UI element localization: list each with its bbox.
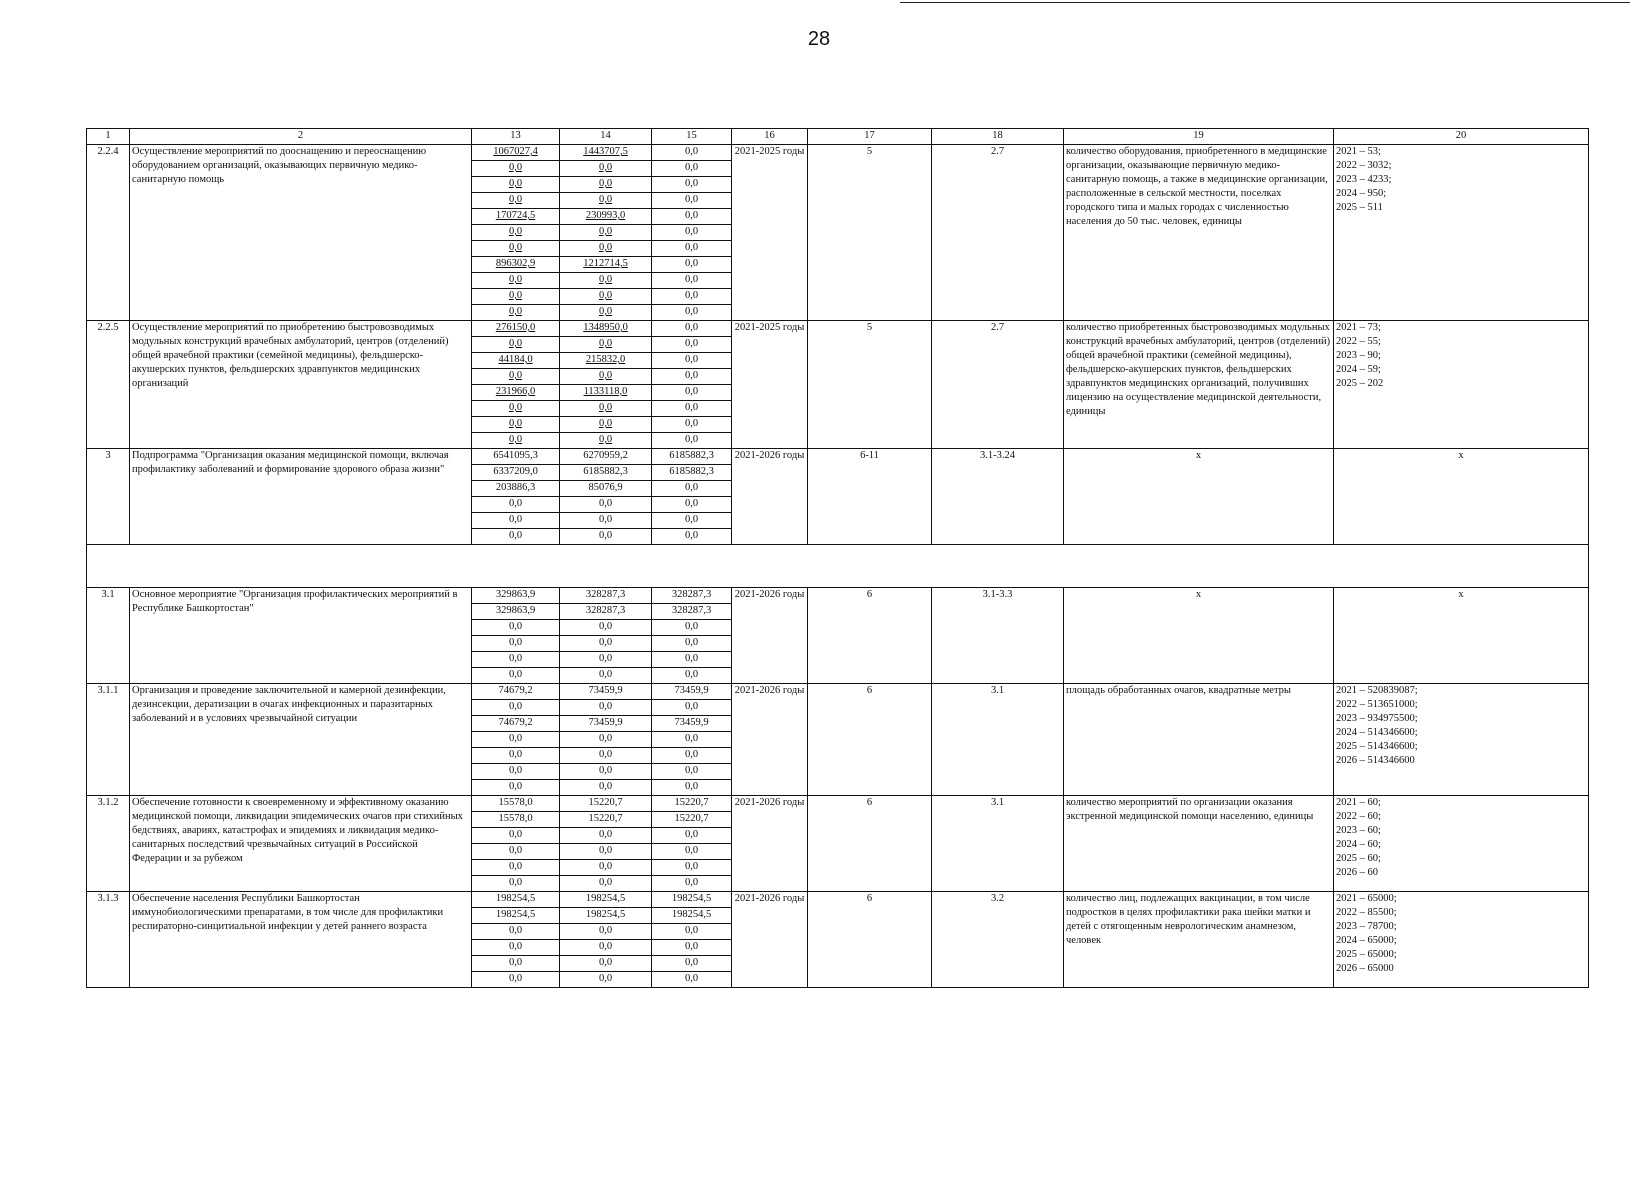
amount-cell: 74679,2: [472, 716, 560, 732]
amount-cell: 1348950,0: [560, 321, 652, 337]
amount-cell: 329863,9: [472, 604, 560, 620]
amount-cell: 0,0: [560, 369, 652, 385]
amount-cell: 15220,7: [652, 812, 732, 828]
amount-cell: 0,0: [652, 241, 732, 257]
amount-cell: 0,0: [472, 956, 560, 972]
target-value: 2024 – 950;: [1336, 188, 1387, 199]
col18-cell: 3.1-3.3: [932, 588, 1064, 684]
amount-cell: 0,0: [560, 732, 652, 748]
col17-cell: 5: [808, 145, 932, 321]
amount-cell: 0,0: [652, 289, 732, 305]
amount-cell: 0,0: [652, 337, 732, 353]
target-value: 2021 – 73;: [1336, 322, 1381, 333]
table-row: [87, 321, 1589, 337]
amount-cell: 73459,9: [652, 716, 732, 732]
amount-cell: 328287,3: [560, 604, 652, 620]
target-value: 2026 – 60: [1336, 867, 1378, 878]
amount-cell: 0,0: [472, 273, 560, 289]
amount-cell: 0,0: [652, 257, 732, 273]
amount-cell: 73459,9: [560, 716, 652, 732]
amount-cell: 329863,9: [472, 588, 560, 604]
amount-cell: 0,0: [472, 764, 560, 780]
amount-cell: 328287,3: [652, 604, 732, 620]
amount-cell: 215832,0: [560, 353, 652, 369]
amount-cell: 0,0: [472, 177, 560, 193]
row-number: 3.1.3: [87, 892, 130, 988]
amount-cell: 85076,9: [560, 481, 652, 497]
years-cell: 2021-2025 годы: [732, 145, 808, 321]
amount-cell: 170724,5: [472, 209, 560, 225]
amount-cell: 0,0: [652, 225, 732, 241]
row-name: Подпрограмма "Организация оказания медицинской помощи, включая профилактику заболеваний и формирование здорового образа жизни": [130, 449, 472, 545]
amount-cell: 0,0: [472, 876, 560, 892]
col18-cell: 2.7: [932, 145, 1064, 321]
target-value: 2024 – 60;: [1336, 839, 1381, 850]
amount-cell: 0,0: [652, 353, 732, 369]
target-values-cell: [1334, 892, 1589, 988]
amount-cell: 0,0: [560, 700, 652, 716]
table-body: [87, 129, 1589, 988]
amount-cell: 0,0: [652, 940, 732, 956]
column-header: 18: [932, 129, 1064, 145]
amount-cell: 0,0: [560, 305, 652, 321]
amount-cell: 15578,0: [472, 812, 560, 828]
column-header: 19: [1064, 129, 1334, 145]
row-number: 3.1: [87, 588, 130, 684]
target-value: 2026 – 514346600: [1336, 755, 1415, 766]
amount-cell: 0,0: [560, 668, 652, 684]
amount-cell: 0,0: [560, 161, 652, 177]
amount-cell: 0,0: [560, 433, 652, 449]
target-value: 2021 – 60;: [1336, 797, 1381, 808]
amount-cell: 0,0: [652, 764, 732, 780]
amount-cell: 0,0: [472, 417, 560, 433]
col18-cell: 3.1: [932, 684, 1064, 796]
col17-cell: 6: [808, 796, 932, 892]
indicator-cell: x: [1064, 449, 1334, 545]
table-row: [87, 892, 1589, 908]
col17-cell: 6-11: [808, 449, 932, 545]
column-header: 14: [560, 129, 652, 145]
amount-cell: 0,0: [560, 636, 652, 652]
amount-cell: 6270959,2: [560, 449, 652, 465]
amount-cell: 203886,3: [472, 481, 560, 497]
amount-cell: 0,0: [560, 193, 652, 209]
amount-cell: 73459,9: [652, 684, 732, 700]
amount-cell: 0,0: [472, 972, 560, 988]
target-value: 2023 – 60;: [1336, 825, 1381, 836]
row-name: Осуществление мероприятий по приобретению быстровозводимых модульных конструкций врачебных амбулаторий, центров (отделений) общей врачебной практики (семейной медицины), фельдшерско-акушерских пунктов, фельдшерских здравпунктов медицинских организаций: [130, 321, 472, 449]
amount-cell: 0,0: [560, 844, 652, 860]
amount-cell: 0,0: [560, 337, 652, 353]
years-cell: 2021-2026 годы: [732, 588, 808, 684]
amount-cell: 0,0: [472, 732, 560, 748]
amount-cell: 0,0: [652, 401, 732, 417]
target-value: 2021 – 520839087;: [1336, 685, 1418, 696]
amount-cell: 0,0: [652, 860, 732, 876]
col17-cell: 6: [808, 684, 932, 796]
amount-cell: 73459,9: [560, 684, 652, 700]
amount-cell: 198254,5: [560, 908, 652, 924]
amount-cell: 0,0: [652, 497, 732, 513]
amount-cell: 0,0: [472, 193, 560, 209]
amount-cell: 0,0: [560, 764, 652, 780]
amount-cell: 0,0: [652, 145, 732, 161]
target-value: 2024 – 59;: [1336, 364, 1381, 375]
header-row: [87, 129, 1589, 145]
target-value: 2025 – 65000;: [1336, 949, 1397, 960]
amount-cell: 0,0: [652, 273, 732, 289]
amount-cell: 0,0: [472, 844, 560, 860]
amount-cell: 0,0: [652, 481, 732, 497]
amount-cell: 0,0: [472, 337, 560, 353]
amount-cell: 0,0: [472, 940, 560, 956]
target-value: 2024 – 65000;: [1336, 935, 1397, 946]
amount-cell: 0,0: [560, 273, 652, 289]
amount-cell: 0,0: [472, 924, 560, 940]
amount-cell: 0,0: [472, 652, 560, 668]
amount-cell: 328287,3: [560, 588, 652, 604]
column-header: 17: [808, 129, 932, 145]
amount-cell: 198254,5: [472, 892, 560, 908]
top-rule: [900, 2, 1630, 3]
amount-cell: 0,0: [560, 924, 652, 940]
amount-cell: 0,0: [472, 780, 560, 796]
target-value: 2022 – 3032;: [1336, 160, 1392, 171]
amount-cell: 0,0: [652, 668, 732, 684]
table-row: [87, 684, 1589, 700]
spacer-cell: [87, 545, 1589, 588]
amount-cell: 231966,0: [472, 385, 560, 401]
amount-cell: 276150,0: [472, 321, 560, 337]
amount-cell: 0,0: [560, 876, 652, 892]
target-values-cell: [1334, 796, 1589, 892]
amount-cell: 0,0: [472, 828, 560, 844]
table-row: [87, 588, 1589, 604]
target-value: 2023 – 78700;: [1336, 921, 1397, 932]
indicator-cell: количество мероприятий по организации оказания экстренной медицинской помощи населению, единицы: [1064, 796, 1334, 892]
target-value: 2023 – 4233;: [1336, 174, 1392, 185]
target-value: 2023 – 934975500;: [1336, 713, 1418, 724]
amount-cell: 74679,2: [472, 684, 560, 700]
amount-cell: 0,0: [560, 748, 652, 764]
amount-cell: 0,0: [472, 513, 560, 529]
row-number: 2.2.4: [87, 145, 130, 321]
col18-cell: 3.2: [932, 892, 1064, 988]
target-values-cell: [1334, 684, 1589, 796]
amount-cell: 198254,5: [560, 892, 652, 908]
table-row: [87, 449, 1589, 465]
indicator-cell: площадь обработанных очагов, квадратные метры: [1064, 684, 1334, 796]
amount-cell: 0,0: [652, 513, 732, 529]
col17-cell: 6: [808, 892, 932, 988]
amount-cell: 0,0: [560, 972, 652, 988]
col18-cell: 3.1: [932, 796, 1064, 892]
amount-cell: 0,0: [560, 225, 652, 241]
amount-cell: 230993,0: [560, 209, 652, 225]
amount-cell: 6337209,0: [472, 465, 560, 481]
amount-cell: 0,0: [472, 433, 560, 449]
column-header: 20: [1334, 129, 1589, 145]
amount-cell: 0,0: [560, 513, 652, 529]
indicator-cell: x: [1064, 588, 1334, 684]
amount-cell: 0,0: [652, 305, 732, 321]
amount-cell: 328287,3: [652, 588, 732, 604]
amount-cell: 0,0: [652, 732, 732, 748]
target-values-cell: [1334, 321, 1589, 449]
amount-cell: 0,0: [472, 700, 560, 716]
amount-cell: 6185882,3: [560, 465, 652, 481]
target-values-cell: [1334, 145, 1589, 321]
indicator-cell: количество оборудования, приобретенного в медицинские организации, оказывающие первичную медико-санитарную помощь, а также в медицинские организации, расположенные в сельской местности, поселках городского типа и малых городах с численностью населения до 50 тыс. человек, единицы: [1064, 145, 1334, 321]
amount-cell: 0,0: [652, 972, 732, 988]
row-name: Организация и проведение заключительной и камерной дезинфекции, дезинсекции, дератизации в очагах инфекционных и паразитарных заболеваний и в условиях чрезвычайной ситуации: [130, 684, 472, 796]
amount-cell: 0,0: [652, 529, 732, 545]
amount-cell: 0,0: [652, 385, 732, 401]
target-value: 2022 – 60;: [1336, 811, 1381, 822]
target-value: 2025 – 514346600;: [1336, 741, 1418, 752]
row-number: 3: [87, 449, 130, 545]
amount-cell: 0,0: [560, 497, 652, 513]
row-name: Обеспечение населения Республики Башкортостан иммунобиологическими препаратами, в том числе для профилактики респираторно-синцитиальной инфекции у детей раннего возраста: [130, 892, 472, 988]
row-name: Осуществление мероприятий по дооснащению и переоснащению оборудованием организаций, оказывающих первичную медико-санитарную помощь: [130, 145, 472, 321]
amount-cell: 0,0: [652, 177, 732, 193]
indicator-cell: количество приобретенных быстровозводимых модульных конструкций врачебных амбулаторий, центров (отделений) общей врачебной практики (семейной медицины), фельдшерско-акушерских пунктов, фельдшерских здравпунктов медицинских организаций, получивших лицензию на осуществление медицинской деятельности, единицы: [1064, 321, 1334, 449]
row-number: 3.1.1: [87, 684, 130, 796]
target-value: 2025 – 202: [1336, 378, 1384, 389]
amount-cell: 0,0: [472, 860, 560, 876]
amount-cell: 0,0: [560, 620, 652, 636]
amount-cell: 44184,0: [472, 353, 560, 369]
column-header: 13: [472, 129, 560, 145]
amount-cell: 0,0: [560, 529, 652, 545]
amount-cell: 0,0: [472, 161, 560, 177]
years-cell: 2021-2026 годы: [732, 892, 808, 988]
amount-cell: 0,0: [472, 668, 560, 684]
target-value: 2025 – 511: [1336, 202, 1383, 213]
amount-cell: 0,0: [560, 940, 652, 956]
years-cell: 2021-2026 годы: [732, 796, 808, 892]
amount-cell: 0,0: [652, 209, 732, 225]
amount-cell: 0,0: [560, 417, 652, 433]
amount-cell: 0,0: [472, 305, 560, 321]
spacer-row: [87, 545, 1589, 588]
row-name: Обеспечение готовности к своевременному и эффективному оказанию медицинской помощи, ликвидации эпидемических очагов при стихийных бедствиях, авариях, катастрофах и эпидемиях и ликвидация медико-санитарных последствий чрезвычайных ситуаций в Российской Федерации и за рубежом: [130, 796, 472, 892]
col17-cell: 5: [808, 321, 932, 449]
row-number: 3.1.2: [87, 796, 130, 892]
amount-cell: 15578,0: [472, 796, 560, 812]
table-row: [87, 145, 1589, 161]
target-value: x: [1458, 450, 1464, 461]
program-table: [86, 128, 1589, 988]
row-name: Основное мероприятие "Организация профилактических мероприятий в Республике Башкортостан": [130, 588, 472, 684]
amount-cell: 0,0: [472, 289, 560, 305]
amount-cell: 0,0: [652, 369, 732, 385]
amount-cell: 0,0: [472, 497, 560, 513]
amount-cell: 6541095,3: [472, 449, 560, 465]
amount-cell: 1133118,0: [560, 385, 652, 401]
amount-cell: 198254,5: [652, 908, 732, 924]
amount-cell: 0,0: [560, 860, 652, 876]
amount-cell: 0,0: [652, 780, 732, 796]
amount-cell: 0,0: [472, 748, 560, 764]
years-cell: 2021-2026 годы: [732, 684, 808, 796]
amount-cell: 0,0: [560, 177, 652, 193]
amount-cell: 0,0: [560, 241, 652, 257]
target-values-cell: [1334, 449, 1589, 545]
years-cell: 2021-2025 годы: [732, 321, 808, 449]
amount-cell: 0,0: [560, 652, 652, 668]
target-value: 2025 – 60;: [1336, 853, 1381, 864]
table-row: [87, 796, 1589, 812]
amount-cell: 0,0: [652, 876, 732, 892]
column-header: 15: [652, 129, 732, 145]
amount-cell: 0,0: [652, 652, 732, 668]
indicator-cell: количество лиц, подлежащих вакцинации, в том числе подростков в целях профилактики рака шейки матки и детей с отягощенным неврологическим анамнезом, человек: [1064, 892, 1334, 988]
column-header: 16: [732, 129, 808, 145]
amount-cell: 0,0: [472, 241, 560, 257]
target-value: 2024 – 514346600;: [1336, 727, 1418, 738]
amount-cell: 0,0: [472, 620, 560, 636]
amount-cell: 0,0: [652, 748, 732, 764]
amount-cell: 1212714,5: [560, 257, 652, 273]
amount-cell: 0,0: [472, 401, 560, 417]
amount-cell: 0,0: [560, 828, 652, 844]
amount-cell: 0,0: [652, 956, 732, 972]
amount-cell: 0,0: [560, 956, 652, 972]
amount-cell: 198254,5: [652, 892, 732, 908]
amount-cell: 0,0: [652, 193, 732, 209]
amount-cell: 15220,7: [560, 812, 652, 828]
years-cell: 2021-2026 годы: [732, 449, 808, 545]
amount-cell: 1443707,5: [560, 145, 652, 161]
amount-cell: 0,0: [472, 636, 560, 652]
amount-cell: 0,0: [652, 700, 732, 716]
amount-cell: 0,0: [652, 620, 732, 636]
target-value: 2022 – 55;: [1336, 336, 1381, 347]
amount-cell: 6185882,3: [652, 465, 732, 481]
target-value: 2022 – 85500;: [1336, 907, 1397, 918]
target-values-cell: [1334, 588, 1589, 684]
amount-cell: 15220,7: [560, 796, 652, 812]
amount-cell: 0,0: [652, 636, 732, 652]
amount-cell: 0,0: [472, 529, 560, 545]
amount-cell: 896302,9: [472, 257, 560, 273]
row-number: 2.2.5: [87, 321, 130, 449]
target-value: 2023 – 90;: [1336, 350, 1381, 361]
amount-cell: 15220,7: [652, 796, 732, 812]
amount-cell: 0,0: [652, 828, 732, 844]
amount-cell: 0,0: [652, 321, 732, 337]
amount-cell: 0,0: [652, 844, 732, 860]
col18-cell: 2.7: [932, 321, 1064, 449]
target-value: 2021 – 65000;: [1336, 893, 1397, 904]
column-header: 2: [130, 129, 472, 145]
target-value: x: [1458, 589, 1464, 600]
amount-cell: 0,0: [652, 433, 732, 449]
target-value: 2021 – 53;: [1336, 146, 1381, 157]
amount-cell: 0,0: [652, 924, 732, 940]
amount-cell: 0,0: [652, 417, 732, 433]
column-header: 1: [87, 129, 130, 145]
amount-cell: 0,0: [560, 401, 652, 417]
amount-cell: 0,0: [560, 289, 652, 305]
amount-cell: 0,0: [560, 780, 652, 796]
page-number: 28: [807, 28, 831, 50]
target-value: 2022 – 513651000;: [1336, 699, 1418, 710]
col17-cell: 6: [808, 588, 932, 684]
amount-cell: 1067027,4: [472, 145, 560, 161]
amount-cell: 6185882,3: [652, 449, 732, 465]
amount-cell: 198254,5: [472, 908, 560, 924]
col18-cell: 3.1-3.24: [932, 449, 1064, 545]
amount-cell: 0,0: [472, 369, 560, 385]
target-value: 2026 – 65000: [1336, 963, 1394, 974]
amount-cell: 0,0: [652, 161, 732, 177]
amount-cell: 0,0: [472, 225, 560, 241]
